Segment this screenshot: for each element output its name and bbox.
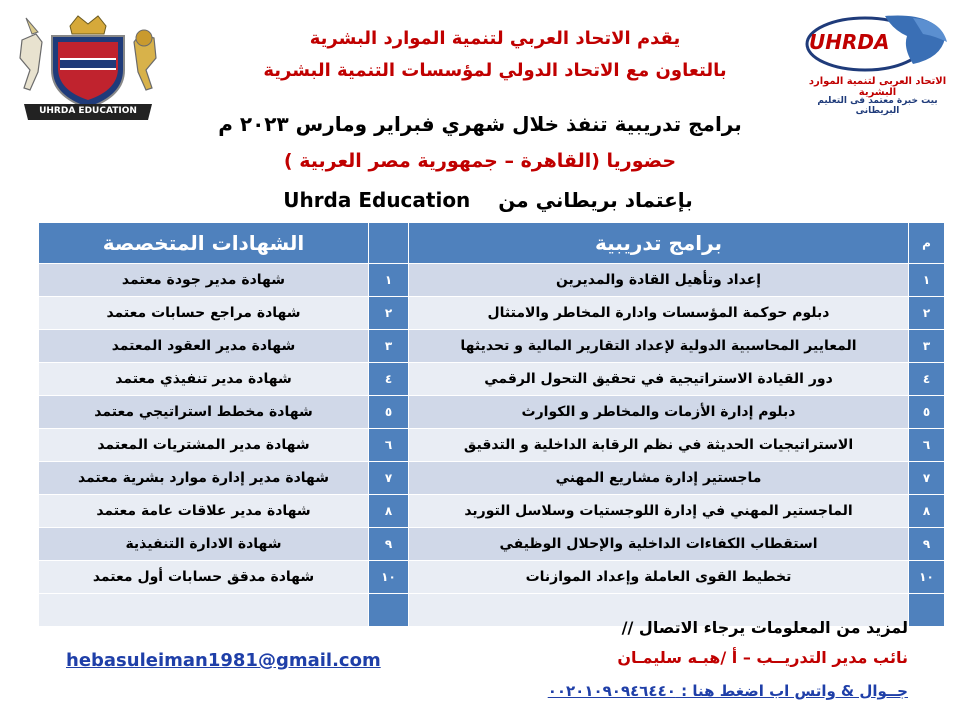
table-header-row	[39, 223, 945, 264]
program-cell: دبلوم حوكمة المؤسسات وادارة المخاطر والامتثال	[409, 297, 909, 330]
program-num-cell: ٥	[909, 396, 945, 429]
cert-cell: شهادة مدير علاقات عامة معتمد	[39, 495, 369, 528]
main-title: برامج تدريبية تنفذ خلال شهري فبراير ومارس ٢٠٢٣ م	[218, 112, 742, 136]
whatsapp-phone-link[interactable]: جــوال & واتس اب اضغط هنا : ٠٠٢٠١٠٩٠٩٤٦٤٤٠	[547, 682, 908, 700]
table-row	[39, 429, 945, 462]
uhrda-education-logo-text: UHRDA EDUCATION	[39, 106, 137, 116]
contact-person: نائب مدير التدريــب – أ /هبـه سليمـان	[617, 648, 908, 667]
cert-num-cell: ٥	[369, 396, 409, 429]
program-num-cell: ٩	[909, 528, 945, 561]
programs-header: برامج تدريبية	[409, 223, 909, 264]
num-header: م	[909, 223, 945, 264]
table-row	[39, 363, 945, 396]
table-row	[39, 330, 945, 363]
cert-num-cell: ٢	[369, 297, 409, 330]
certs-header: الشهادات المتخصصة	[39, 223, 369, 264]
cert-num-cell: ٧	[369, 462, 409, 495]
cert-num-cell: ٨	[369, 495, 409, 528]
program-cell: دبلوم إدارة الأزمات والمخاطر و الكوارث	[409, 396, 909, 429]
program-cell: الماجستير المهني في إدارة اللوجستيات وسلاسل التوريد	[409, 495, 909, 528]
header-line-1: يقدم الاتحاد العربي لتنمية الموارد البشرية	[309, 28, 681, 49]
uhrda-logo-text: UHRDA	[809, 30, 890, 54]
cert-num-cell: ٤	[369, 363, 409, 396]
uhrda-education-logo	[8, 12, 168, 124]
cert-cell: شهادة مدير تنفيذي معتمد	[39, 363, 369, 396]
email-link[interactable]: hebasuleiman1981@gmail.com	[66, 650, 381, 671]
accreditation-line	[258, 188, 718, 212]
program-num-cell: ٤	[909, 363, 945, 396]
program-cell: دور القيادة الاستراتيجية في تحقيق التحول الرقمي	[409, 363, 909, 396]
table-row	[39, 462, 945, 495]
certs-num-header	[369, 223, 409, 264]
program-num-cell: ١٠	[909, 561, 945, 594]
accreditation-english: Uhrda Education	[283, 188, 471, 212]
table-row	[39, 297, 945, 330]
table-row	[39, 264, 945, 297]
program-cell: المعايير المحاسبية الدولية لإعداد التقارير المالية و تحديثها	[409, 330, 909, 363]
cert-num-cell: ٩	[369, 528, 409, 561]
program-cell: ماجستير إدارة مشاريع المهني	[409, 462, 909, 495]
cert-cell: شهادة مدقق حسابات أول معتمد	[39, 561, 369, 594]
uhrda-logo-caption-1: الاتحاد العربى لتنمية الموارد البشرية	[808, 76, 947, 98]
program-cell: الاستراتيجيات الحديثة في نظم الرقابة الداخلية و التدقيق	[409, 429, 909, 462]
program-num-cell: ٢	[909, 297, 945, 330]
cert-cell: شهادة مراجع حسابات معتمد	[39, 297, 369, 330]
program-num-cell: ٨	[909, 495, 945, 528]
cert-num-cell: ٣	[369, 330, 409, 363]
table-row	[39, 528, 945, 561]
table-row	[39, 561, 945, 594]
contact-intro: لمزيد من المعلومات يرجاء الاتصال //	[621, 618, 908, 637]
accreditation-arabic: بإعتماد بريطاني من	[498, 188, 693, 212]
cert-num-cell: ٦	[369, 429, 409, 462]
uhrda-logo-caption-2: بيت خبرة معتمد فى التعليم البريطانى	[817, 96, 938, 116]
program-cell: تخطيط القوى العاملة وإعداد الموازنات	[409, 561, 909, 594]
table-row	[39, 495, 945, 528]
cert-num-cell: ١٠	[369, 561, 409, 594]
program-num-cell: ٣	[909, 330, 945, 363]
cert-cell: شهادة مدير إدارة موارد بشرية معتمد	[39, 462, 369, 495]
cert-num-cell: ١	[369, 264, 409, 297]
program-num-cell: ٧	[909, 462, 945, 495]
uhrda-logo	[795, 8, 960, 116]
program-num-cell: ١	[909, 264, 945, 297]
table-row	[39, 396, 945, 429]
cert-cell: شهادة مدير العقود المعتمد	[39, 330, 369, 363]
header-line-2: بالتعاون مع الاتحاد الدولي لمؤسسات التنمية البشرية	[263, 60, 727, 81]
program-cell: إعداد وتأهيل القادة والمديرين	[409, 264, 909, 297]
programs-table	[38, 222, 945, 627]
program-num-cell: ٦	[909, 429, 945, 462]
cert-cell: شهادة مدير جودة معتمد	[39, 264, 369, 297]
cert-cell: شهادة مدير المشتريات المعتمد	[39, 429, 369, 462]
cert-cell: شهادة الادارة التنفيذية	[39, 528, 369, 561]
cert-cell: شهادة مخطط استراتيجي معتمد	[39, 396, 369, 429]
location-title: حضوريا (القاهرة – جمهورية مصر العربية )	[283, 150, 677, 172]
program-cell: استقطاب الكفاءات الداخلية والإحلال الوظيفي	[409, 528, 909, 561]
